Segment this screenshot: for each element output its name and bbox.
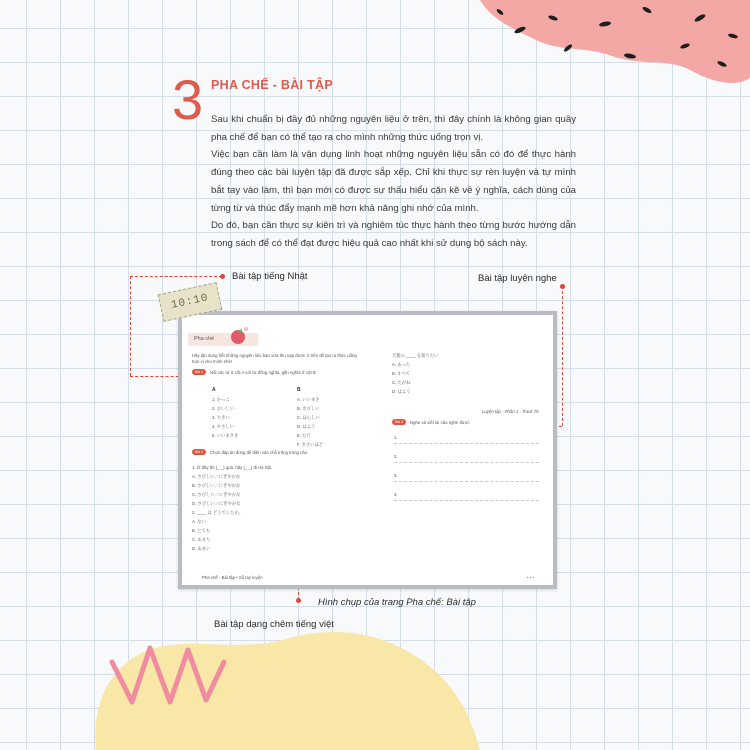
right-option: A. あった: [392, 362, 411, 367]
task2-label: Bài 2: [192, 449, 206, 455]
answer-line: [394, 462, 539, 463]
task2-option: A. ない: [192, 519, 206, 524]
task2-option: 2. ____ は どうでしたか。: [192, 510, 244, 515]
task1-text: Nối các từ ở cột A với từ đồng nghĩa, gần nghĩa ở cột B: [210, 370, 316, 375]
connector-japanese-v: [130, 276, 131, 376]
preview-header: Pha chế: [188, 333, 258, 346]
track-tag: Luyện tập - Phần 1 - Track 75: [482, 409, 539, 414]
col-b-item: A. いいまさ: [297, 397, 320, 402]
intro-paragraph-2: Việc bạn cần làm là vận dụng linh hoạt những nguyên liệu sẵn có đó để thực hành đúng theo các bài luyện tập đã được sắp xếp. Chỉ khi thực sự rèn luyện và tự mình bắt tay vào làm, thì bạn mới có được sự thấu hiểu cặn kẽ về ý nghĩa, cách dùng của từng từ và thúc đẩy mạnh mẽ hơn khả năng ghi nhớ của mình.: [211, 149, 576, 214]
callout-japanese-exercise: Bài tập tiếng Nhật: [232, 271, 308, 282]
connector-dot: [560, 284, 565, 289]
col-a-item: 4. やさしい: [212, 424, 234, 429]
col-b-item: E. ただ: [297, 433, 311, 438]
callout-vietnamese-exercise: Bài tập dạng chêm tiếng việt: [214, 619, 334, 630]
intro-text: [211, 111, 576, 253]
connector-listening-v: [562, 286, 563, 426]
task3-label: Bài 3: [392, 419, 406, 425]
task3-text: Nghe và viết lại câu nghe được: [410, 420, 470, 425]
connector-dot: [296, 598, 301, 603]
answer-line: [394, 443, 539, 444]
washi-tape: 10:10: [158, 282, 223, 322]
task2-option: C. あまり: [192, 537, 211, 542]
col-a-item: 3. 大きい: [212, 415, 230, 420]
col-b-item: B. きびしい: [297, 406, 320, 411]
task2-option: D. あまい: [192, 546, 211, 551]
exercise-page-preview: [178, 311, 557, 589]
right-question: 天使の ____ を知りたい: [392, 353, 439, 358]
answer-line-number: 3.: [394, 473, 398, 478]
task2-option: B. さびしい／にぎやかな: [192, 483, 241, 488]
strawberry-icon: [222, 323, 252, 347]
task2-option: C. さびしい／にぎやかな: [192, 492, 241, 497]
preview-caption: Hình chụp của trang Pha chế: Bài tập: [318, 597, 476, 608]
col-b-item: C. ほらしい: [297, 415, 320, 420]
column-b-header: B: [297, 387, 301, 393]
right-option: B. すべて: [392, 371, 411, 376]
task2-option: A. さびしい／にぎやかな: [192, 474, 241, 479]
column-a-header: A: [212, 387, 216, 393]
connector-dot: [220, 274, 225, 279]
col-a-item: 2. おいしい: [212, 406, 234, 411]
task2-option: B. とても: [192, 528, 211, 533]
task2-question: 1. Ở đây thì (_ _) quá, hãy (_ _) đi Hà Nội.: [192, 465, 273, 470]
answer-line: [394, 500, 539, 501]
right-option: C. たがね: [392, 380, 411, 385]
intro-paragraph-1: Sau khi chuẩn bị đầy đủ những nguyên liệu ở trên, thì đây chính là không gian quầy pha chế để bạn có thể tạo ra cho mình những thức uống trọn vị.: [211, 114, 576, 143]
callout-listening-exercise: Bài tập luyện nghe: [478, 273, 557, 284]
section-number: 3: [172, 68, 204, 131]
col-a-item: 5. いいまさき: [212, 433, 239, 438]
intro-paragraph-3: Do đó, bạn cần thực sự kiên trì và nghiêm túc thực hành theo từng bước hướng dẫn trong sách để có thể đạt được hiệu quả cao nhất khi sử dụng bộ sách này.: [211, 220, 576, 249]
connector-japanese-h: [130, 276, 222, 277]
right-option: D. はよう: [392, 389, 411, 394]
col-b-item: D. はよう: [297, 424, 316, 429]
answer-line: [394, 481, 539, 482]
task2-text: Chọn đáp án đúng để điền vào chỗ trống trong câu: [210, 450, 307, 455]
preview-footer-right: • • •: [527, 575, 534, 580]
preview-instruction: Hãy tận dụng hết những nguyên liệu bạn vừa thu nạp được ở trên để tạo ra thức uống trọn vị cho mình nhé!: [192, 353, 357, 364]
answer-line-number: 4.: [394, 492, 398, 497]
section-title: PHA CHẾ - BÀI TẬP: [211, 78, 334, 92]
task2-option: D. さびしい／にぎやかな: [192, 501, 241, 506]
answer-line-number: 2.: [394, 454, 398, 459]
col-a-item: 1. かっこ: [212, 397, 230, 402]
task1-label: Bài 1: [192, 369, 206, 375]
answer-line-number: 1.: [394, 435, 398, 440]
preview-footer-left: Pha chế - Bài tập • Sổ tay luyện: [202, 575, 263, 580]
col-b-item: F. きさいほど: [297, 442, 324, 447]
